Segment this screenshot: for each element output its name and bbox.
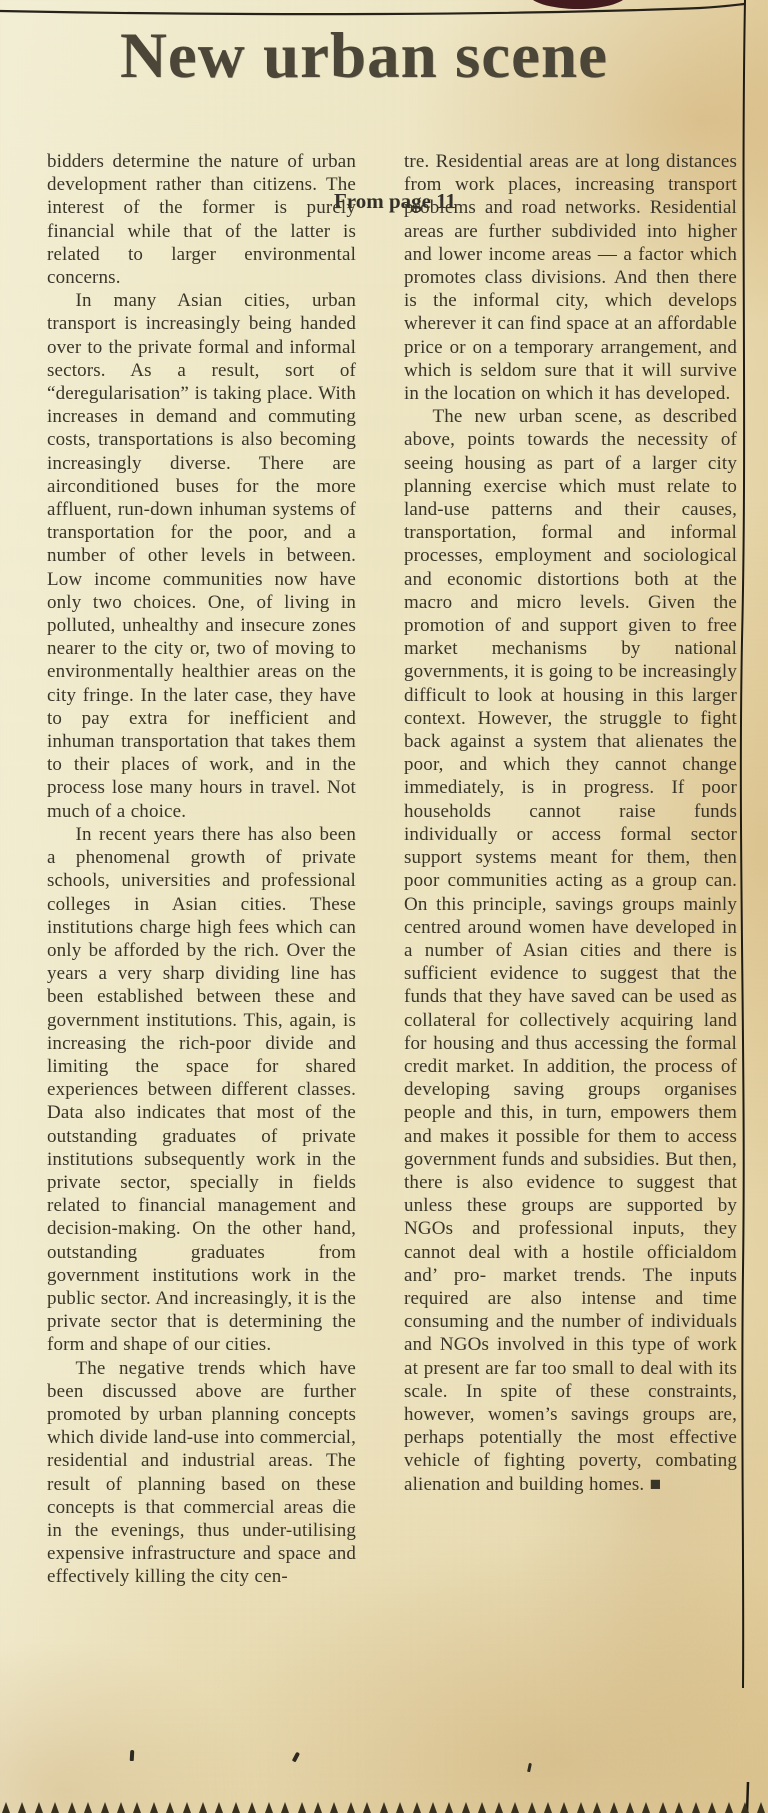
- perforation-tooth: [593, 1802, 601, 1813]
- perforation-tooth: [51, 1802, 59, 1813]
- perforation-tooth: [577, 1802, 585, 1813]
- continuation-note: From page 11: [333, 189, 457, 213]
- article-paragraph: In recent years there has also been a phenomenal growth of private schools, universities and professional colleges in Asian cities. These institutions charge high fees which can only be afforded by the rich. Over the years a very sharp dividing line has been established between these and government institutions. This, again, is increasing the rich-poor divide and limiting the space for shared experiences between different classes. Data also indicates that most of the outstanding graduates of private institutions subsequently work in the private sector, specially in fields related to financial management and decision-making. On the other hand, outstanding graduates from government institutions work in the public sector. And increasingly, it is the private sector that is determining the form and shape of our cities.: [47, 823, 356, 1356]
- article-paragraph: tre. Residential areas are at long distances from work places, increasing transport problems and road networks. Residential areas are further subdivided into higher and lower income areas — a factor which promotes class divisions. And then there is the informal city, which develops wherever it can find space at an affordable price or on a temporary arrangement, and which is seldom sure that it will survive in the location on which it has developed.: [404, 151, 737, 405]
- perforation-tooth: [35, 1802, 43, 1813]
- perforation-tooth: [396, 1802, 404, 1813]
- ink-speck: [292, 1752, 300, 1763]
- perforation-tooth: [725, 1802, 733, 1813]
- perforation-tooth: [18, 1802, 26, 1813]
- perforation-tooth: [692, 1802, 700, 1813]
- perforation-tooth: [314, 1802, 322, 1813]
- right-rule: [741, 0, 745, 1688]
- ink-speck: [527, 1763, 532, 1772]
- perforation-tooth: [84, 1802, 92, 1813]
- perforation-tooth: [380, 1802, 388, 1813]
- perforation-tooth: [117, 1802, 125, 1813]
- perforation-tooth: [215, 1802, 223, 1813]
- masthead: [0, 20, 768, 92]
- perforation-tooth: [265, 1802, 273, 1813]
- perforation-tooth: [101, 1802, 109, 1813]
- perforation-tooth: [281, 1802, 289, 1813]
- perforation-tooth: [413, 1802, 421, 1813]
- article-paragraph: bidders determine the nature of urban development rather than citizens. The interest of the former is purely financial while that of the latter is related to larger environmental concerns.: [47, 151, 356, 289]
- torn-edge-perforation: [0, 1799, 768, 1813]
- perforation-tooth: [544, 1802, 552, 1813]
- top-rule: [0, 4, 744, 14]
- article-paragraph: In many Asian cities, urban transport is increasingly being handed over to the private formal and informal sectors. As a result, sort of “deregularisation” is taking place. With increases in demand and commuting costs, transportations is also becoming increasingly diverse. There are airconditioned buses for the more affluent, run-down inhuman systems of transportation for the poor, and a number of other levels in between. Low income communities now have only two choices. One, of living in polluted, unhealthy and insecure zones nearer to the city or, two of moving to environmentally healthier areas on the city fringe. In the later case, they have to pay extra for inefficient and inhuman transportation that takes them to their places of work, and in the process lose many hours in travel. Not much of a choice.: [47, 290, 356, 822]
- article-paragraph: The negative trends which have been discussed above are further promoted by urban planning concepts which divide land-use into commercial, residential and industrial areas. The result of planning based on these concepts is that commercial areas die in the evenings, thus under-utilising expensive infrastructure and space and effectively killing the city cen-: [47, 1357, 356, 1588]
- perforation-tooth: [741, 1802, 749, 1813]
- perforation-tooth: [445, 1802, 453, 1813]
- perforation-tooth: [2, 1802, 10, 1813]
- perforation-tooth: [675, 1802, 683, 1813]
- perforation-tooth: [462, 1802, 470, 1813]
- perforation-tooth: [757, 1802, 765, 1813]
- perforation-tooth: [708, 1802, 716, 1813]
- perforation-tooth: [330, 1802, 338, 1813]
- perforation-tooth: [347, 1802, 355, 1813]
- perforation-tooth: [626, 1802, 634, 1813]
- perforation-tooth: [68, 1802, 76, 1813]
- perforation-tooth: [528, 1802, 536, 1813]
- perforation-tooth: [560, 1802, 568, 1813]
- perforation-tooth: [298, 1802, 306, 1813]
- perforation-tooth: [166, 1802, 174, 1813]
- perforation-tooth: [495, 1802, 503, 1813]
- article-column-left: [47, 150, 356, 1589]
- perforation-tooth: [642, 1802, 650, 1813]
- perforation-tooth: [150, 1802, 158, 1813]
- perforation-tooth: [659, 1802, 667, 1813]
- perforation-tooth: [232, 1802, 240, 1813]
- perforation-tooth: [610, 1802, 618, 1813]
- perforation-tooth: [511, 1802, 519, 1813]
- perforation-tooth: [429, 1802, 437, 1813]
- ink-speck: [130, 1750, 135, 1761]
- page-title: New urban scene: [119, 20, 609, 92]
- perforation-tooth: [183, 1802, 191, 1813]
- perforation-tooth: [133, 1802, 141, 1813]
- perforation-tooth: [478, 1802, 486, 1813]
- perforation-tooth: [199, 1802, 207, 1813]
- ink-blob: [528, 0, 628, 9]
- article-column-right: [404, 150, 737, 1496]
- article-paragraph: The new urban scene, as described above, points towards the necessity of seeing housing as part of a larger city planning exercise which must relate to land-use patterns and their causes, transportation, formal and informal processes, employment and sociological and economic distortions both at the macro and micro levels. Given the promotion of and support given to free market mechanisms by national governments, it is going to be increasingly difficult to look at housing in this larger context. However, the struggle to fight back against a system that alienates the poor, and which they cannot change immediately, is in progress. If poor households cannot raise funds individually or access formal sector support systems meant for them, then poor communities acting as a group can. On this principle, savings groups mainly centred around women have developed in a number of Asian cities and there is sufficient evidence to suggest that the funds that they have saved can be used as collateral for collectively acquiring land for housing and thus accessing the formal credit market. In addition, the process of developing saving groups organises people and this, in turn, empowers them and makes it possible for them to access government funds and subsidies. But then, there is also evidence to suggest that unless these groups are supported by NGOs and professional inputs, they cannot deal with a hostile officialdom and’ pro- market trends. The inputs required are also intense and time consuming and the number of individuals and NGOs involved in this type of work at present are far too small to deal with its scale. In spite of these constraints, however, women’s savings groups are, perhaps potentially the most effective vehicle of fighting poverty, combating alienation and building homes. ■: [404, 406, 737, 1495]
- perforation-tooth: [248, 1802, 256, 1813]
- perforation-tooth: [363, 1802, 371, 1813]
